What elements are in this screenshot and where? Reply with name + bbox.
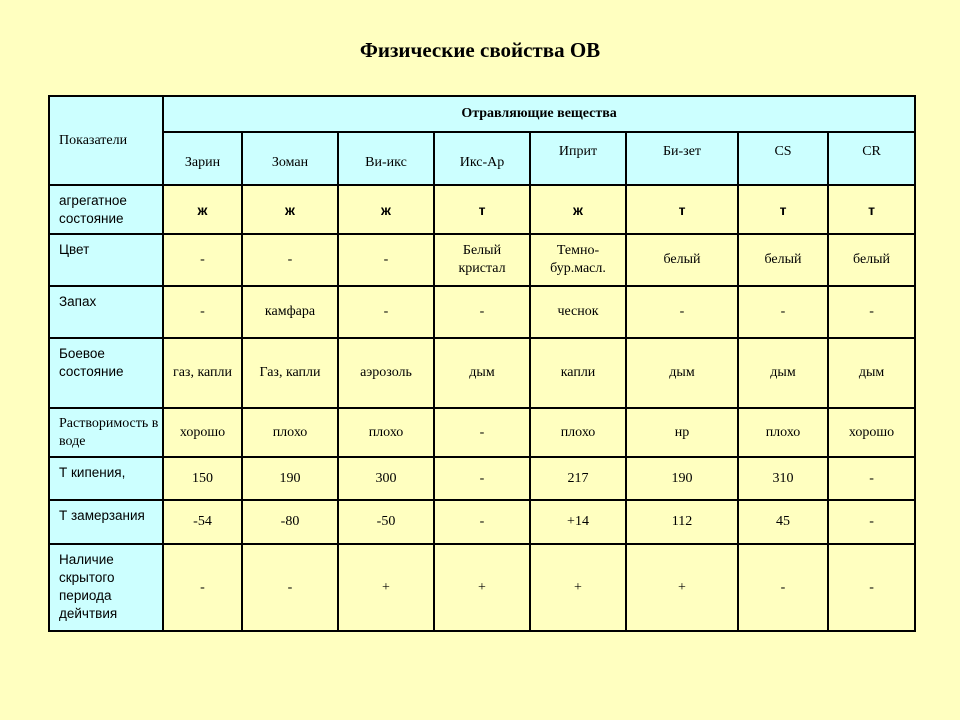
table-cell: + bbox=[626, 544, 738, 631]
table-row bbox=[49, 286, 915, 338]
agent-header: Иприт bbox=[530, 132, 626, 185]
table-cell: - bbox=[434, 286, 530, 338]
table-cell: - bbox=[738, 286, 828, 338]
group-header: Отравляющие вещества bbox=[163, 96, 915, 132]
row-label: Запах bbox=[49, 286, 163, 338]
table-cell: - bbox=[626, 286, 738, 338]
table-cell: хорошо bbox=[163, 408, 242, 457]
table-row bbox=[49, 408, 915, 457]
table-cell: 300 bbox=[338, 457, 434, 500]
table-cell: камфара bbox=[242, 286, 338, 338]
table-cell: Газ, капли bbox=[242, 338, 338, 408]
row-label: агрегатное состояние bbox=[49, 185, 163, 234]
table-cell: хорошо bbox=[828, 408, 915, 457]
table-cell: белый bbox=[828, 234, 915, 286]
table-cell: - bbox=[242, 234, 338, 286]
table-row bbox=[49, 234, 915, 286]
table-cell: - bbox=[828, 544, 915, 631]
table-cell: - bbox=[338, 234, 434, 286]
table-cell: - bbox=[163, 286, 242, 338]
agent-header: Икс-Ар bbox=[434, 132, 530, 185]
table-cell: ж bbox=[242, 185, 338, 234]
table-cell: 112 bbox=[626, 500, 738, 544]
table-cell: +14 bbox=[530, 500, 626, 544]
table-cell: т bbox=[626, 185, 738, 234]
row-label: Боевое состояние bbox=[49, 338, 163, 408]
table-cell: нр bbox=[626, 408, 738, 457]
table-cell: дым bbox=[828, 338, 915, 408]
agent-header: CR bbox=[828, 132, 915, 185]
agent-header: CS bbox=[738, 132, 828, 185]
table-cell: т bbox=[828, 185, 915, 234]
table-cell: 45 bbox=[738, 500, 828, 544]
table-row bbox=[49, 544, 915, 631]
table-cell: - bbox=[828, 457, 915, 500]
table-cell: - bbox=[163, 234, 242, 286]
table-row bbox=[49, 457, 915, 500]
table-cell: аэрозоль bbox=[338, 338, 434, 408]
agent-header: Зоман bbox=[242, 132, 338, 185]
agent-header: Зарин bbox=[163, 132, 242, 185]
table-cell: плохо bbox=[242, 408, 338, 457]
table-cell: 190 bbox=[626, 457, 738, 500]
table-cell: плохо bbox=[530, 408, 626, 457]
table-cell: - bbox=[738, 544, 828, 631]
table-row bbox=[49, 338, 915, 408]
table-row bbox=[49, 185, 915, 234]
table-cell: Темно-бур.масл. bbox=[530, 234, 626, 286]
row-label: Наличие скрытого периода дейчтвия bbox=[49, 544, 163, 631]
agent-header: Би-зет bbox=[626, 132, 738, 185]
table-cell: 217 bbox=[530, 457, 626, 500]
row-label: Цвет bbox=[49, 234, 163, 286]
table-cell: + bbox=[530, 544, 626, 631]
table-cell: - bbox=[828, 500, 915, 544]
row-label: Т замерзания bbox=[49, 500, 163, 544]
table-cell: - bbox=[434, 408, 530, 457]
row-label: Т кипения, bbox=[49, 457, 163, 500]
table-cell: плохо bbox=[738, 408, 828, 457]
table-cell: чеснок bbox=[530, 286, 626, 338]
table-cell: 150 bbox=[163, 457, 242, 500]
table-cell: ж bbox=[163, 185, 242, 234]
table-cell: - bbox=[242, 544, 338, 631]
table-cell: дым bbox=[434, 338, 530, 408]
table-cell: дым bbox=[738, 338, 828, 408]
table-cell: Белый кристал bbox=[434, 234, 530, 286]
table-cell: плохо bbox=[338, 408, 434, 457]
agent-header: Ви-икс bbox=[338, 132, 434, 185]
table-cell: + bbox=[434, 544, 530, 631]
table-cell: дым bbox=[626, 338, 738, 408]
table-cell: - bbox=[434, 457, 530, 500]
table-cell: капли bbox=[530, 338, 626, 408]
table-cell: т bbox=[738, 185, 828, 234]
corner-label: Показатели bbox=[49, 96, 163, 185]
table-cell: белый bbox=[626, 234, 738, 286]
table-cell: ж bbox=[338, 185, 434, 234]
table-cell: белый bbox=[738, 234, 828, 286]
table-cell: -80 bbox=[242, 500, 338, 544]
table-cell: - bbox=[338, 286, 434, 338]
properties-table bbox=[48, 95, 916, 632]
table-cell: газ, капли bbox=[163, 338, 242, 408]
table-cell: -50 bbox=[338, 500, 434, 544]
row-label: Растворимость в воде bbox=[49, 408, 163, 457]
table-cell: ж bbox=[530, 185, 626, 234]
table-cell: + bbox=[338, 544, 434, 631]
table-row bbox=[49, 500, 915, 544]
page-title: Физические свойства ОВ bbox=[359, 38, 601, 62]
table-cell: 190 bbox=[242, 457, 338, 500]
table-cell: - bbox=[828, 286, 915, 338]
table-cell: -54 bbox=[163, 500, 242, 544]
table-cell: 310 bbox=[738, 457, 828, 500]
table-cell: - bbox=[163, 544, 242, 631]
table-cell: т bbox=[434, 185, 530, 234]
table-cell: - bbox=[434, 500, 530, 544]
